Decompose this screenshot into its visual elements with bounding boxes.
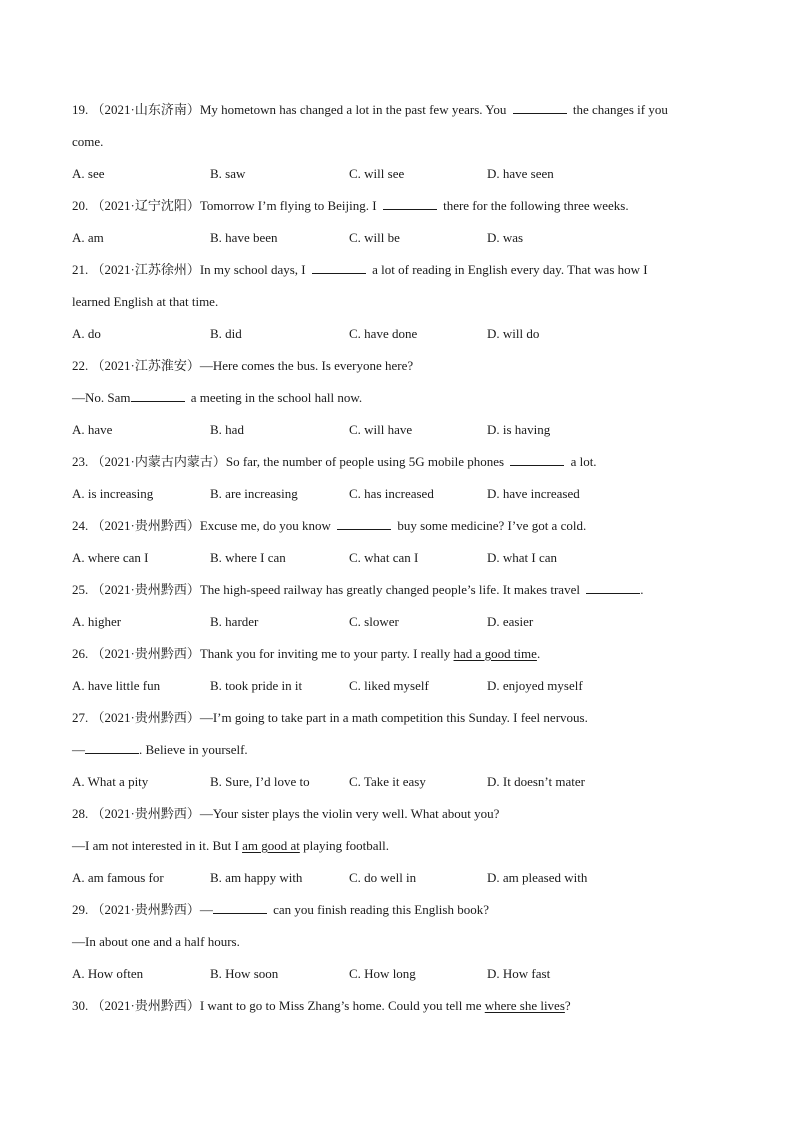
question-text: — <box>199 902 213 917</box>
question-text: —I am not interested in it. But I <box>72 838 239 853</box>
question-source: （2021·贵州黔西） <box>91 902 200 917</box>
answer-blank[interactable] <box>586 579 640 594</box>
question-29-options <box>72 963 732 995</box>
option-b[interactable]: B. are increasing <box>210 486 298 501</box>
question-text: —In about one and a half hours. <box>72 934 240 949</box>
question-30-line <box>72 995 732 1027</box>
question-19-options <box>72 163 732 195</box>
question-21-options <box>72 323 732 355</box>
answer-blank[interactable] <box>383 195 437 210</box>
question-number: 23. <box>72 454 89 469</box>
option-d[interactable]: D. It doesn’t mater <box>487 774 585 789</box>
answer-blank[interactable] <box>510 451 564 466</box>
question-list <box>72 99 732 1027</box>
option-b[interactable]: B. saw <box>210 166 246 181</box>
option-a[interactable]: A. am famous for <box>72 870 164 885</box>
question-27-line-2 <box>72 739 732 771</box>
question-19-line-2 <box>72 131 732 163</box>
question-22-line-2 <box>72 387 732 419</box>
question-text: Thank you for inviting me to your party. I really <box>199 646 451 661</box>
option-a[interactable]: A. is increasing <box>72 486 154 501</box>
option-d[interactable]: D. enjoyed myself <box>487 678 583 693</box>
option-a[interactable]: A. do <box>72 326 101 341</box>
question-21-line-2 <box>72 291 732 323</box>
question-text: — <box>72 742 85 757</box>
question-text: buy some medicine? I’ve got a cold. <box>397 518 587 533</box>
question-text: Tomorrow I’m flying to Beijing. I <box>199 198 377 213</box>
question-text: a lot of reading in English every day. That was how I <box>372 262 648 277</box>
question-23-line <box>72 451 732 483</box>
question-source: （2021·贵州黔西） <box>91 998 200 1013</box>
question-21-line-1 <box>72 259 732 291</box>
question-number: 30. <box>72 998 89 1013</box>
question-20-line <box>72 195 732 227</box>
answer-blank[interactable] <box>337 515 391 530</box>
option-c[interactable]: C. will have <box>349 422 413 437</box>
option-d[interactable]: D. what I can <box>487 550 558 565</box>
question-text: . Believe in yourself. <box>139 742 248 757</box>
question-text: come. <box>72 134 104 149</box>
question-text: My hometown has changed a lot in the past few years. You <box>199 102 507 117</box>
option-c[interactable]: C. what can I <box>349 550 419 565</box>
question-source: （2021·内蒙古内蒙古） <box>91 454 226 469</box>
question-27-line-1 <box>72 707 732 739</box>
question-text: In my school days, I <box>199 262 306 277</box>
option-d[interactable]: D. have increased <box>487 486 580 501</box>
question-text: there for the following three weeks. <box>443 198 629 213</box>
option-d[interactable]: D. easier <box>487 614 534 629</box>
option-b[interactable]: B. harder <box>210 614 259 629</box>
question-text: the changes if you <box>572 102 668 117</box>
answer-blank[interactable] <box>85 739 139 754</box>
option-d[interactable]: D. How fast <box>487 966 551 981</box>
option-b[interactable]: B. How soon <box>210 966 279 981</box>
question-27-options <box>72 771 732 803</box>
option-b[interactable]: B. am happy with <box>210 870 303 885</box>
question-23-options <box>72 483 732 515</box>
question-text: can you finish reading this English book? <box>273 902 490 917</box>
question-number: 25. <box>72 582 89 597</box>
option-c[interactable]: C. will see <box>349 166 405 181</box>
option-a[interactable]: A. where can I <box>72 550 149 565</box>
question-26-options <box>72 675 732 707</box>
answer-blank[interactable] <box>131 387 185 402</box>
question-25-line <box>72 579 732 611</box>
question-source: （2021·江苏淮安） <box>91 358 200 373</box>
question-text: So far, the number of people using 5G mobile phones <box>225 454 505 469</box>
question-24-line <box>72 515 732 547</box>
answer-blank[interactable] <box>312 259 366 274</box>
question-number: 21. <box>72 262 89 277</box>
question-28-line-2 <box>72 835 732 867</box>
question-number: 26. <box>72 646 89 661</box>
option-c[interactable]: C. have done <box>349 326 418 341</box>
question-28-options <box>72 867 732 899</box>
question-source: （2021·贵州黔西） <box>91 710 200 725</box>
question-number: 22. <box>72 358 89 373</box>
question-24-options <box>72 547 732 579</box>
question-text: a meeting in the school hall now. <box>190 390 363 405</box>
option-b[interactable]: B. where I can <box>210 550 286 565</box>
question-text: a lot. <box>570 454 597 469</box>
question-source: （2021·贵州黔西） <box>91 582 200 597</box>
question-text: —I’m going to take part in a math competition this Sunday. I feel nervous. <box>199 710 588 725</box>
question-19-line-1 <box>72 99 732 131</box>
option-b[interactable]: B. had <box>210 422 244 437</box>
question-number: 24. <box>72 518 89 533</box>
question-text: Excuse me, do you know <box>199 518 331 533</box>
question-20-options <box>72 227 732 259</box>
question-text: —Here comes the bus. Is everyone here? <box>199 358 414 373</box>
question-text: . <box>640 582 644 597</box>
question-29-line-2 <box>72 931 732 963</box>
question-number: 27. <box>72 710 89 725</box>
underlined-phrase: am good at <box>242 838 300 853</box>
option-d[interactable]: D. am pleased with <box>487 870 588 885</box>
option-a[interactable]: A. higher <box>72 614 122 629</box>
question-number: 28. <box>72 806 89 821</box>
option-d[interactable]: D. was <box>487 230 524 245</box>
question-source: （2021·贵州黔西） <box>91 806 200 821</box>
option-c[interactable]: C. Take it easy <box>349 774 426 789</box>
option-a[interactable]: A. have little fun <box>72 678 161 693</box>
underlined-phrase: where she lives <box>484 998 565 1013</box>
question-source: （2021·山东济南） <box>91 102 200 117</box>
question-text: . <box>536 646 541 661</box>
option-a[interactable]: A. have <box>72 422 113 437</box>
question-text: I want to go to Miss Zhang’s home. Could you tell me <box>199 998 482 1013</box>
question-25-options <box>72 611 732 643</box>
question-text: ? <box>564 998 571 1013</box>
question-22-options <box>72 419 732 451</box>
option-c[interactable]: C. has increased <box>349 486 434 501</box>
question-text: The high-speed railway has greatly changed people’s life. It makes travel <box>199 582 580 597</box>
question-source: （2021·辽宁沈阳） <box>91 198 200 213</box>
option-c[interactable]: C. do well in <box>349 870 417 885</box>
option-d[interactable]: D. will do <box>487 326 540 341</box>
question-29-line-1 <box>72 899 732 931</box>
question-number: 20. <box>72 198 89 213</box>
option-b[interactable]: B. have been <box>210 230 278 245</box>
option-a[interactable]: A. am <box>72 230 104 245</box>
option-c[interactable]: C. will be <box>349 230 400 245</box>
option-b[interactable]: B. did <box>210 326 242 341</box>
option-a[interactable]: A. How often <box>72 966 144 981</box>
option-b[interactable]: B. took pride in it <box>210 678 303 693</box>
question-text: playing football. <box>303 838 390 853</box>
question-26-line <box>72 643 732 675</box>
answer-blank[interactable] <box>513 99 567 114</box>
option-a[interactable]: A. What a pity <box>72 774 149 789</box>
question-text: —Your sister plays the violin very well. What about you? <box>199 806 500 821</box>
question-22-line-1 <box>72 355 732 387</box>
option-b[interactable]: B. Sure, I’d love to <box>210 774 310 789</box>
option-d[interactable]: D. is having <box>487 422 551 437</box>
question-28-line-1 <box>72 803 732 835</box>
option-d[interactable]: D. have seen <box>487 166 554 181</box>
question-text: learned English at that time. <box>72 294 219 309</box>
question-source: （2021·贵州黔西） <box>91 646 200 661</box>
question-number: 19. <box>72 102 89 117</box>
question-source: （2021·贵州黔西） <box>91 518 200 533</box>
question-text: —No. Sam <box>72 390 131 405</box>
answer-blank[interactable] <box>213 899 267 914</box>
underlined-phrase: had a good time <box>453 646 537 661</box>
option-c[interactable]: C. slower <box>349 614 399 629</box>
option-a[interactable]: A. see <box>72 166 105 181</box>
question-source: （2021·江苏徐州） <box>91 262 200 277</box>
option-c[interactable]: C. How long <box>349 966 416 981</box>
question-number: 29. <box>72 902 89 917</box>
option-c[interactable]: C. liked myself <box>349 678 429 693</box>
